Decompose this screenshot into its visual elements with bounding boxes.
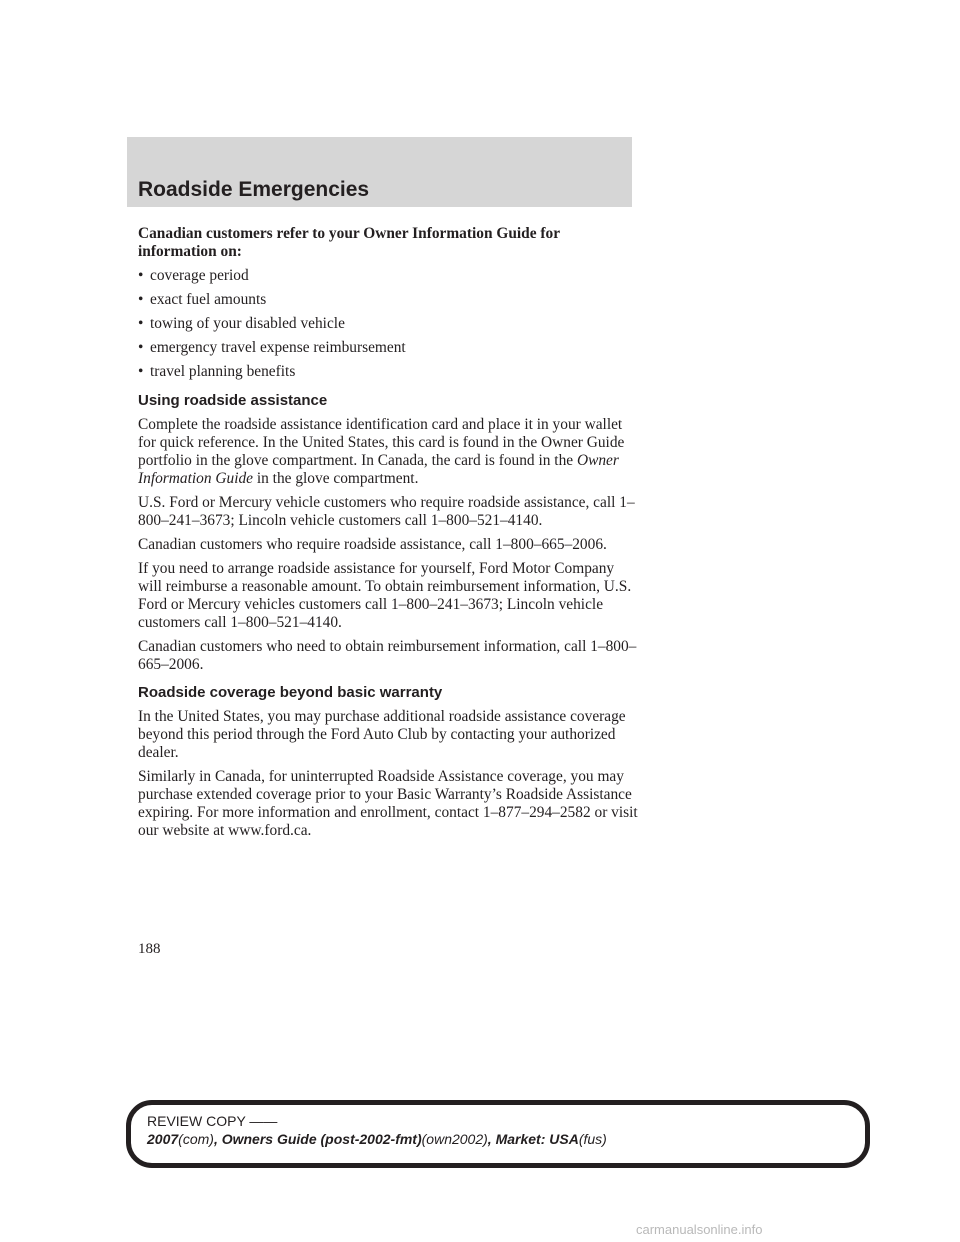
section-heading-coverage: Roadside coverage beyond basic warranty (138, 684, 443, 701)
intro-lead: Canadian customers refer to your Owner Information Guide for information on: (138, 225, 560, 260)
paragraph: In the United States, you may purchase additional roadside assistance coverage beyond this period through the Ford Auto Club by contacting your authorized dealer. (138, 708, 626, 761)
paragraph: Canadian customers who require roadside assistance, call 1–800–665–2006. (138, 536, 607, 553)
review-copy-details: 2007(com), Owners Guide (post-2002-fmt)(own2002), Market: USA(fus) (147, 1131, 607, 1147)
bullet-icon: • (138, 291, 144, 308)
list-item: • travel planning benefits (138, 363, 296, 380)
watermark: carmanualsonline.info (636, 1222, 763, 1237)
paragraph: Complete the roadside assistance identification card and place it in your wallet for quick reference. In the United States, this card is found in the Owner Guide portfolio in the glove compartment. In Canada, the card is found in the Owner Information Guide in the glove compartment. (138, 416, 625, 487)
list-item: • towing of your disabled vehicle (138, 315, 345, 332)
paragraph: U.S. Ford or Mercury vehicle customers who require roadside assistance, call 1–800–241–3673; Lincoln vehicle customers call 1–800–521–4140. (138, 494, 635, 529)
list-item: • exact fuel amounts (138, 291, 267, 308)
list-item: • emergency travel expense reimbursement (138, 339, 406, 356)
intro-bullet-list (138, 267, 638, 381)
page-number: 188 (138, 941, 161, 957)
page-title: Roadside Emergencies (138, 178, 370, 201)
paragraph: If you need to arrange roadside assistance for yourself, Ford Motor Company will reimburse a reasonable amount. To obtain reimbursement information, U.S. Ford or Mercury vehicles customers call 1–800–241–3673; Lincoln vehicle customers call 1–800–521–4140. (138, 560, 632, 631)
document-body (138, 225, 638, 846)
bullet-icon: • (138, 363, 144, 380)
bullet-icon: • (138, 267, 144, 284)
review-copy-label: REVIEW COPY —— (147, 1113, 278, 1129)
bullet-icon: • (138, 315, 144, 332)
bullet-icon: • (138, 339, 144, 356)
list-item: • coverage period (138, 267, 249, 284)
section-heading-using: Using roadside assistance (138, 392, 328, 409)
paragraph: Similarly in Canada, for uninterrupted Roadside Assistance coverage, you may purchase extended coverage prior to your Basic Warranty’s Roadside Assistance expiring. For more information and enrollment, contact 1–877–294–2582 or visit our website at www.ford.ca. (138, 768, 638, 839)
paragraph: Canadian customers who need to obtain reimbursement information, call 1–800–665–2006. (138, 638, 637, 673)
owner-guide-title: Owner Information Guide (138, 452, 619, 487)
